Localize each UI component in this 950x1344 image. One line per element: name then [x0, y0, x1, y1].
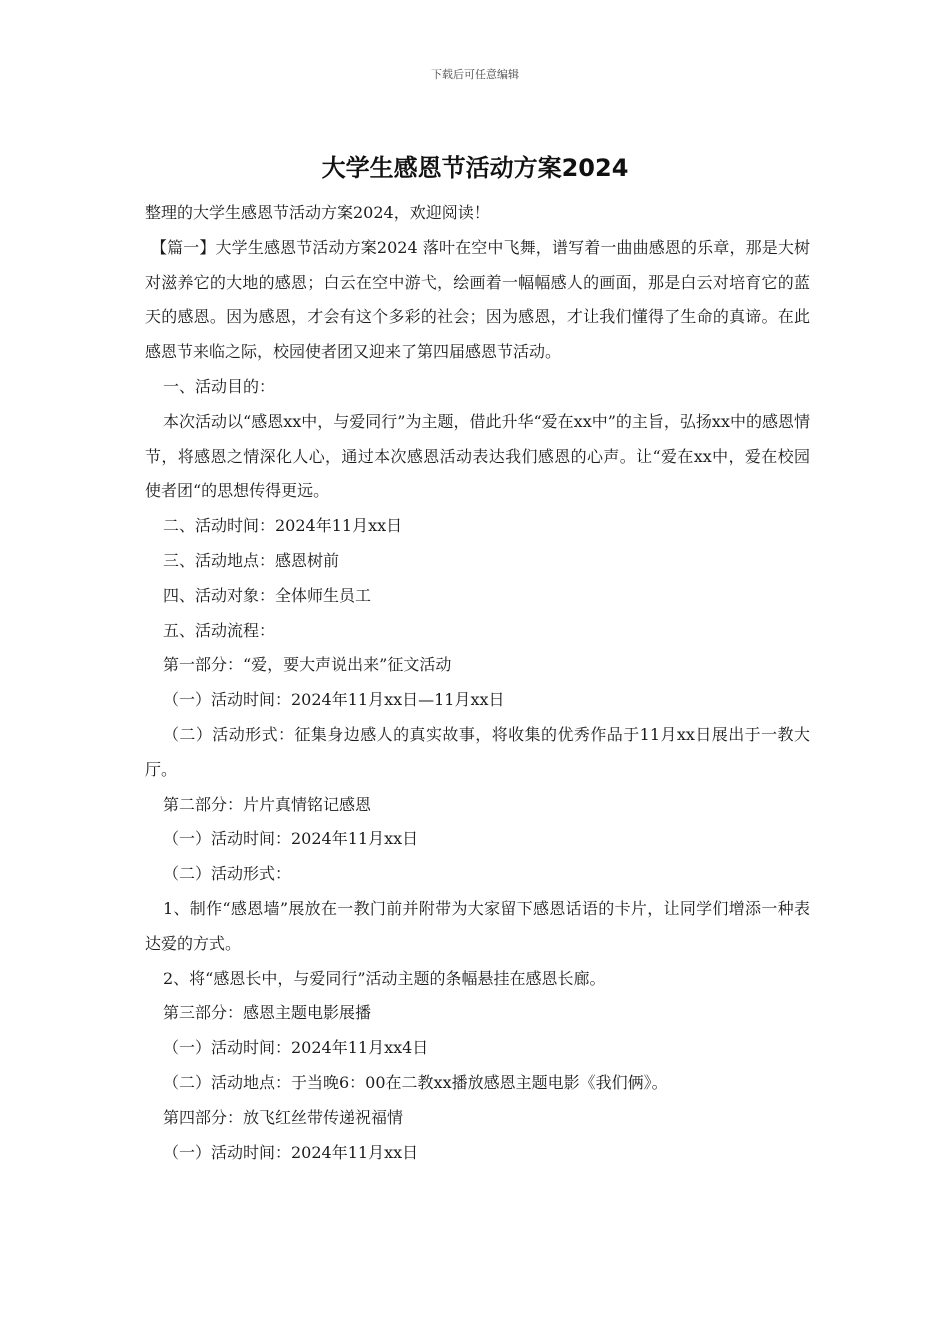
section-heading: 五、活动流程： [163, 620, 276, 640]
page-header-note: 下载后可任意编辑 [431, 68, 519, 81]
paragraph: （一）活动时间：2024年11月xx日—11月xx日 [163, 690, 505, 710]
paragraph: （一）活动时间：2024年11月xx日 [163, 1142, 419, 1162]
paragraph: （二）活动形式： [163, 864, 292, 884]
section-heading: 三、活动地点：感恩树前 [163, 550, 340, 570]
paragraph: （一）活动时间：2024年11月xx日 [163, 829, 419, 849]
section-heading: 一、活动目的： [163, 376, 276, 396]
paragraph: 第一部分：“爱，要大声说出来”征文活动 [163, 655, 452, 675]
paragraph: 1、制作“感恩墙”展放在一教门前并附带为大家留下感恩话语的卡片，让同学们增添一种表达爱的方式。 [145, 898, 810, 953]
paragraph: 2、将“感恩长中，与爱同行”活动主题的条幅悬挂在感恩长廊。 [163, 968, 606, 988]
paragraph: 第二部分：片片真情铭记感恩 [163, 794, 372, 814]
section-heading: 二、活动时间：2024年11月xx日 [163, 516, 403, 536]
document-body [145, 196, 810, 1170]
section-heading: 四、活动对象：全体师生员工 [163, 585, 372, 605]
paragraph: 第四部分：放飞红丝带传递祝福情 [163, 1107, 404, 1127]
paragraph: （二）活动地点：于当晚6：00在二教xx播放感恩主题电影《我们俩》。 [163, 1072, 668, 1092]
paragraph: 第三部分：感恩主题电影展播 [163, 1003, 372, 1023]
paragraph: 本次活动以“感恩xx中，与爱同行”为主题，借此升华“爱在xx中”的主旨，弘扬xx中的感恩情节，将感恩之情深化人心，通过本次感恩活动表达我们感恩的心声。让“爱在xx中，爱在校园使者团“的思想传得更远。 [145, 411, 810, 501]
paragraph-intro: 整理的大学生感恩节活动方案2024，欢迎阅读！ [145, 203, 490, 222]
paragraph-part-one: 【篇一】大学生感恩节活动方案2024 落叶在空中飞舞，谱写着一曲曲感恩的乐章，那是大树对滋养它的大地的感恩；白云在空中游弋，绘画着一幅幅感人的画面，那是白云对培育它的蓝天的感恩。因为感恩，才会有这个多彩的社会；因为感恩，才让我们懂得了生命的真谛。在此感恩节来临之际，校园使者团又迎来了第四届感恩节活动。 [145, 237, 810, 362]
paragraph: （一）活动时间：2024年11月xx4日 [163, 1038, 429, 1058]
document-title: 大学生感恩节活动方案2024 [321, 154, 629, 182]
paragraph: （二）活动形式：征集身边感人的真实故事，将收集的优秀作品于11月xx日展出于一教大厅。 [145, 724, 810, 779]
